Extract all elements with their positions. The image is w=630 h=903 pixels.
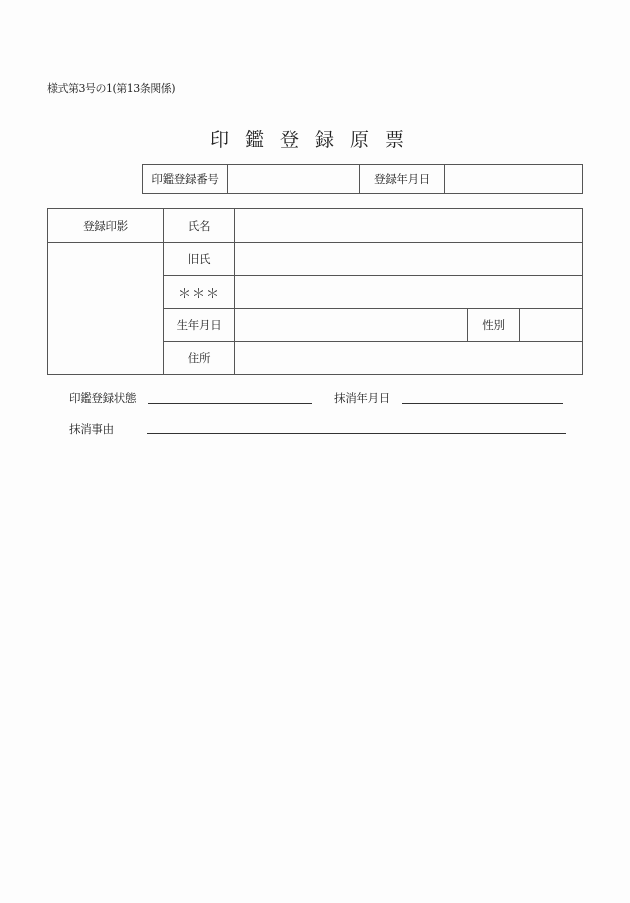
name-label: 氏名	[163, 208, 235, 243]
former-surname-label: 旧氏	[163, 242, 235, 276]
seal-impression-area[interactable]	[47, 242, 164, 375]
status-field[interactable]	[148, 403, 312, 404]
cancel-date-label: 抹消年月日	[334, 391, 390, 405]
form-reference: 様式第3号の1(第13条関係)	[47, 82, 176, 95]
former-surname-field[interactable]	[234, 242, 583, 276]
gender-field[interactable]	[519, 308, 583, 342]
birthdate-field[interactable]	[234, 308, 468, 342]
address-field[interactable]	[234, 341, 583, 375]
masked-field[interactable]	[234, 275, 583, 309]
address-label: 住所	[163, 341, 235, 375]
registration-date-label: 登録年月日	[359, 164, 445, 194]
cancel-reason-label: 抹消事由	[69, 422, 114, 436]
status-label: 印鑑登録状態	[69, 391, 137, 405]
masked-label: ＊＊＊	[163, 275, 235, 309]
name-field[interactable]	[234, 208, 583, 243]
registration-number-field[interactable]	[227, 164, 360, 194]
registration-number-label: 印鑑登録番号	[142, 164, 228, 194]
cancel-reason-field[interactable]	[147, 433, 566, 434]
cancel-date-field[interactable]	[402, 403, 563, 404]
registration-date-field[interactable]	[444, 164, 583, 194]
seal-impression-label: 登録印影	[47, 208, 164, 243]
birthdate-label: 生年月日	[163, 308, 235, 342]
gender-label: 性別	[467, 308, 520, 342]
page-title: 印鑑登録原票	[209, 129, 420, 151]
